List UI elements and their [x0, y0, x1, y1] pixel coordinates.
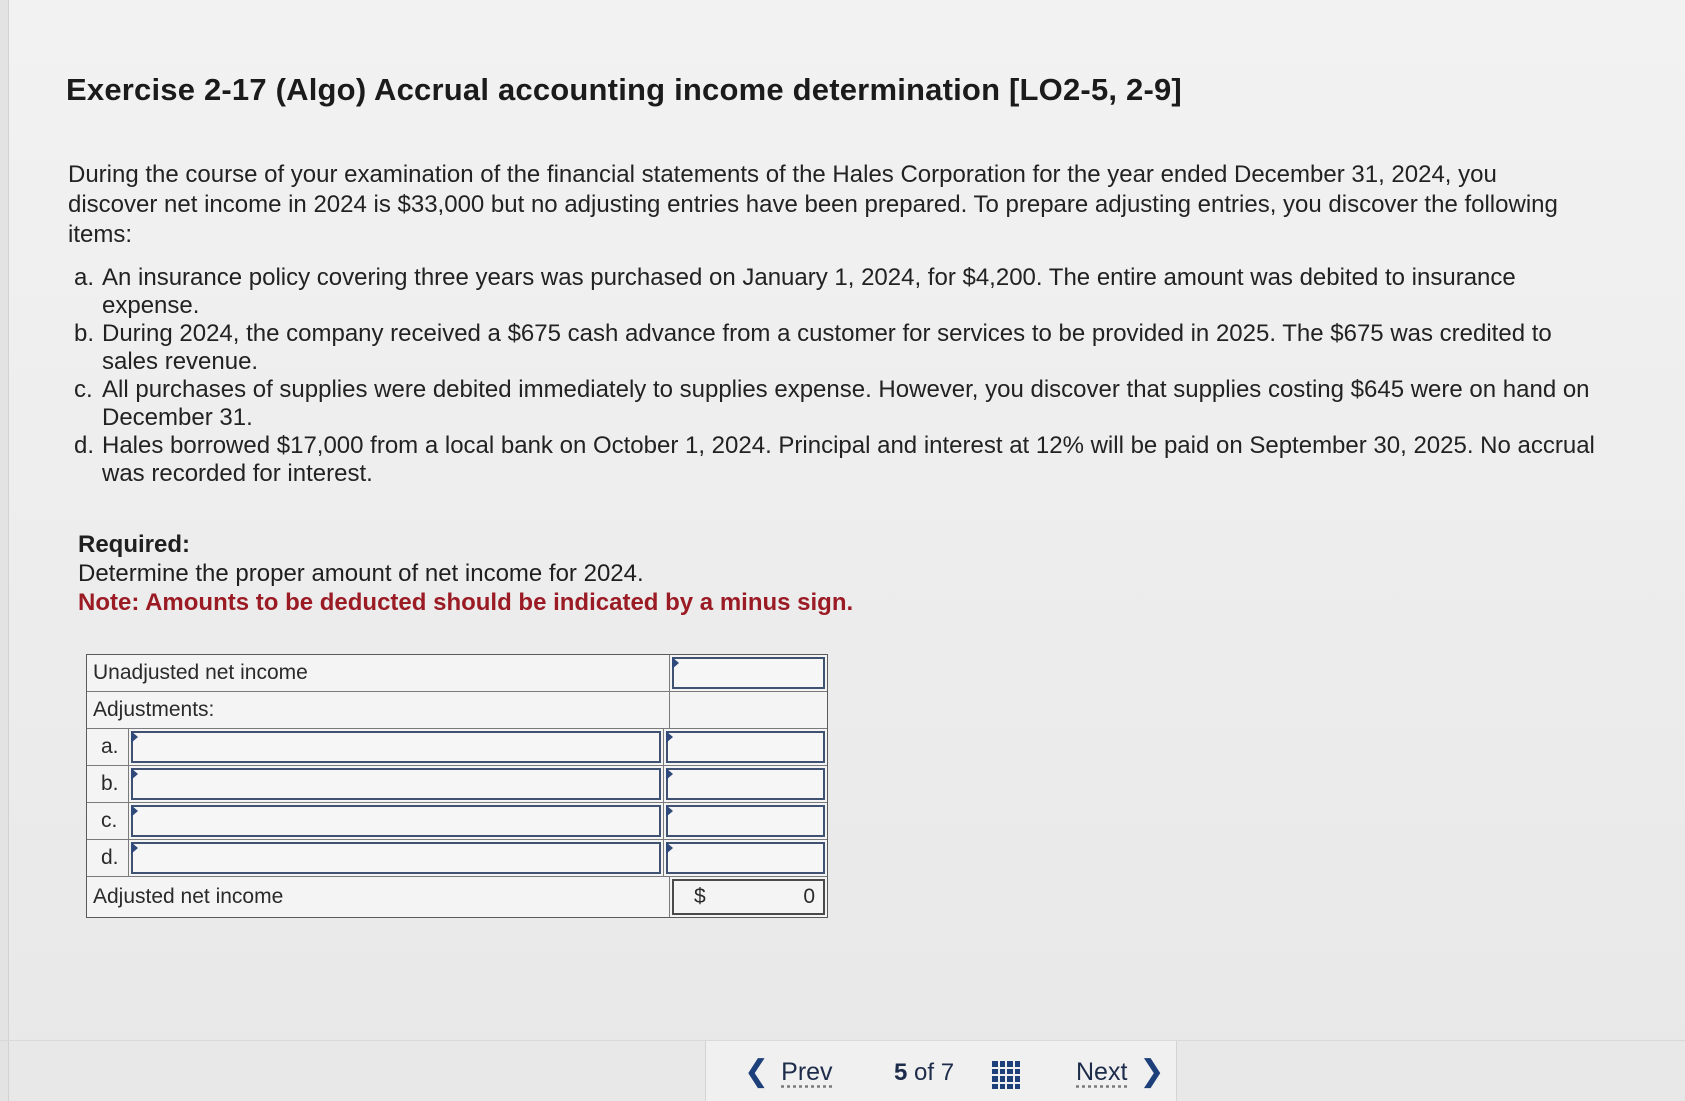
- left-edge-strip: [0, 0, 9, 1101]
- adjustment-b-description-input[interactable]: [131, 768, 661, 800]
- adjustment-amount-cell: [664, 803, 827, 839]
- chevron-right-icon: ❯: [1139, 1055, 1165, 1088]
- next-button[interactable]: [1076, 1057, 1177, 1087]
- table-row-adjustments-header: [87, 692, 827, 729]
- list-item: [74, 320, 1614, 376]
- item-text: An insurance policy covering three years was purchased on January 1, 2024, for $4,200. The entire amount was debited to insurance expense.: [102, 264, 1516, 319]
- item-text: All purchases of supplies were debited immediately to supplies expense. However, you discover that supplies costing $645 were on hand on December 31.: [102, 376, 1590, 431]
- net-income-table: [86, 654, 828, 918]
- adjustment-d-amount-input[interactable]: [666, 842, 825, 874]
- currency-symbol: $: [694, 885, 706, 908]
- adjustment-letter: c.: [87, 803, 129, 839]
- adjustment-a-amount-input[interactable]: [666, 731, 825, 763]
- current-page: 5: [894, 1059, 908, 1086]
- item-text: Hales borrowed $17,000 from a local bank on October 1, 2024. Principal and interest at 12% will be paid on September 30, 2025. No accrual was recorded for interest.: [102, 432, 1595, 487]
- prev-label: Prev: [781, 1057, 833, 1086]
- exercise-title: Exercise 2-17 (Algo) Accrual accounting income determination [LO2-5, 2-9]: [66, 72, 1182, 107]
- list-item: [74, 376, 1614, 432]
- item-letter: b.: [74, 320, 95, 347]
- adjusted-net-income-value: 0: [803, 885, 815, 908]
- adjustment-letter: a.: [87, 729, 129, 765]
- table-row-unadjusted: [87, 655, 827, 692]
- page-indicator: [894, 1059, 954, 1087]
- pagination-nav: [705, 1041, 1177, 1101]
- list-item: [74, 264, 1614, 320]
- unadjusted-value-input[interactable]: [672, 657, 825, 689]
- item-letter: c.: [74, 376, 93, 403]
- adjustments-label: Adjustments:: [87, 692, 670, 728]
- prev-button[interactable]: [732, 1057, 833, 1087]
- item-letter: a.: [74, 264, 95, 291]
- adjustment-amount-cell: [664, 729, 827, 765]
- table-row-adjusted: [87, 877, 827, 917]
- table-row-adjustment-a: [87, 729, 827, 766]
- required-label: Required:: [78, 531, 191, 558]
- adjustment-a-description-input[interactable]: [131, 731, 661, 763]
- adjustment-letter: d.: [87, 840, 129, 876]
- adjustment-description-cell: [129, 766, 664, 802]
- adjustment-d-description-input[interactable]: [131, 842, 661, 874]
- items-list: [74, 264, 1614, 488]
- list-item: [74, 432, 1614, 488]
- unadjusted-label: Unadjusted net income: [87, 655, 670, 691]
- adjusted-value-cell: [672, 879, 825, 915]
- adjustment-letter: b.: [87, 766, 129, 802]
- adjustments-header-value: [670, 692, 827, 728]
- item-text: During 2024, the company received a $675 cash advance from a customer for services to be provided in 2025. The $675 was credited to sales revenue.: [102, 320, 1552, 375]
- table-row-adjustment-c: [87, 803, 827, 840]
- adjustment-description-cell: [129, 803, 664, 839]
- adjustment-c-amount-input[interactable]: [666, 805, 825, 837]
- adjusted-label: Adjusted net income: [87, 877, 670, 917]
- adjustment-amount-cell: [664, 840, 827, 876]
- table-row-adjustment-b: [87, 766, 827, 803]
- unadjusted-value-cell: [670, 655, 827, 691]
- adjustment-b-amount-input[interactable]: [666, 768, 825, 800]
- required-section: [78, 530, 853, 617]
- adjustment-amount-cell: [664, 766, 827, 802]
- adjustment-c-description-input[interactable]: [131, 805, 661, 837]
- grid-icon[interactable]: [992, 1061, 1020, 1089]
- total-pages: 7: [940, 1059, 955, 1086]
- footer-bar: [0, 1040, 1685, 1101]
- note-text: Note: Amounts to be deducted should be indicated by a minus sign.: [78, 589, 854, 616]
- of-label: of: [914, 1059, 935, 1086]
- required-text: Determine the proper amount of net income for 2024.: [78, 560, 644, 587]
- adjustment-description-cell: [129, 840, 664, 876]
- item-letter: d.: [74, 432, 95, 459]
- next-label: Next: [1076, 1057, 1128, 1086]
- chevron-left-icon: ❮: [744, 1055, 770, 1088]
- intro-paragraph: During the course of your examination of the financial statements of the Hales Corporation for the year ended December 31, 2024, you discover net income in 2024 is $33,000 but no adjusting entries have been prepared. To prepare adjusting entries, you discover the following items:: [68, 161, 1558, 248]
- adjustment-description-cell: [129, 729, 664, 765]
- table-row-adjustment-d: [87, 840, 827, 877]
